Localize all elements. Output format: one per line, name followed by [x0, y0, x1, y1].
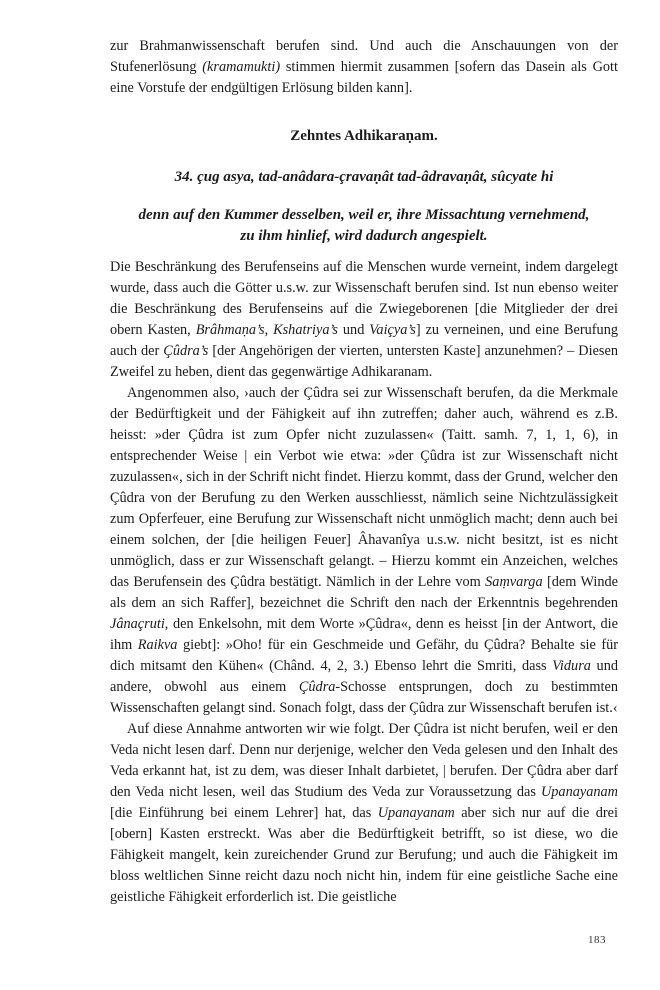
- sutra-translation-line-1: denn auf den Kummer desselben, weil er, ihre Missachtung vernehmend,: [138, 207, 590, 223]
- sutra-translation: [110, 205, 618, 247]
- page-number: 183: [588, 934, 606, 946]
- opening-paragraph: zur Brahmanwissenschaft berufen sind. Und auch die Anschauungen von der Stufenerlösung (kramamukti) stimmen hiermit zusammen [sofern das Dasein als Gott eine Vorstufe der endgültigen Erlösung bilden kann].: [110, 38, 618, 96]
- paragraph-3: Auf diese Annahme antworten wir wie folgt. Der Çûdra ist nicht berufen, weil er den Veda nicht lesen darf. Denn nur derjenige, welcher den Veda gelesen und den Inhalt des Veda erkannt hat, ist zu dem, was dieser Inhalt darbietet, | berufen. Der Çûdra aber darf den Veda nicht lesen, weil das Studium des Veda zur Voraussetzung das Upanayanam [die Einführung bei einem Lehrer] hat, das Upanayanam aber sich nur auf die drei [obern] Kasten erstreckt. Was aber die Bedürftigkeit betrifft, so ist diese, wo die Fähigkeit mangelt, kein zureichender Grund zur Berufung; und auch die Fähigkeit im bloss weltlichen Sinne reicht dazu noch nicht hin, indem für eine geistliche Sache eine geistliche Fähigkeit erforderlich ist. Die geistliche: [110, 721, 618, 905]
- sutra-heading: 34. çug asya, tad-anâdara-çravaṇât tad-âdravaṇât, sûcyate hi: [174, 169, 554, 185]
- section-heading: Zehntes Adhikaraṇam.: [290, 128, 438, 144]
- paragraph-2: Angenommen also, ›auch der Çûdra sei zur Wissenschaft berufen, da die Merkmale der Bedürftigkeit und der Fähigkeit auf ihn zutreffen; daher auch, während es z.B. heisst: »der Çûdra ist zum Opfer nicht zuzulassen« (Taitt. samh. 7, 1, 1, 6), in entsprechender Weise | ein Verbot wie etwa: »der Çûdra ist zur Wissenschaft nicht zuzulassen«, sich in der Schrift nicht findet. Hierzu kommt, dass der Grund, welcher den Çûdra von der Berufung zu den Werken ausschliesst, nämlich seine Nichtzulässigkeit zum Opferfeuer, eine Berufung zur Wissenschaft nicht unmöglich macht; denn auch bei einem solchen, der [die heiligen Feuer] Âhavanîya u.s.w. nicht besitzt, ist es nicht unmöglich, dass er zur Wissenschaft gelangt. – Hierzu kommt ein Anzeichen, welches das Berufensein des Çûdra bestätigt. Nämlich in der Lehre vom Saṃvarga [dem Winde als dem an sich Raffer], bezeichnet die Schrift den nach der Erkenntnis begehrenden Jânaçruti, den Enkelsohn, mit dem Worte »Çûdra«, denn es heisst [in der Antwort, die ihm Raikva giebt]: »Oho! für ein Geschmeide und Gefähr, du Çûdra? Behalte sie für dich mitsamt den Kühen« (Chând. 4, 2, 3.) Ebenso lehrt die Smriti, dass Vidura und andere, obwohl aus einem Çûdra-Schosse entsprungen, doch zu bestimmten Wissenschaften gelangt sind. Sonach folgt, dass der Çûdra zur Wissenschaft berufen ist.‹: [110, 385, 618, 716]
- text-block: [110, 36, 618, 908]
- paragraph-1: Die Beschränkung des Berufenseins auf die Menschen wurde verneint, indem dargelegt wurde, dass auch die Götter u.s.w. zur Wissenschaft berufen sind. Ist nun ebenso weiter die Beschränkung des Berufenseins auf die Zwiegeborenen [die Mitglieder der drei obern Kasten, Brâhmaṇa’s, Kshatriya’s und Vaiçya’s] zu verneinen, und eine Berufung auch der Çûdra’s [der Angehörigen der vierten, untersten Kaste] anzunehmen? – Diesen Zweifel zu heben, dient das gegenwärtige Adhikaranam.: [110, 259, 618, 380]
- sutra-translation-line-2: zu ihm hinlief, wird dadurch angespielt.: [240, 228, 488, 244]
